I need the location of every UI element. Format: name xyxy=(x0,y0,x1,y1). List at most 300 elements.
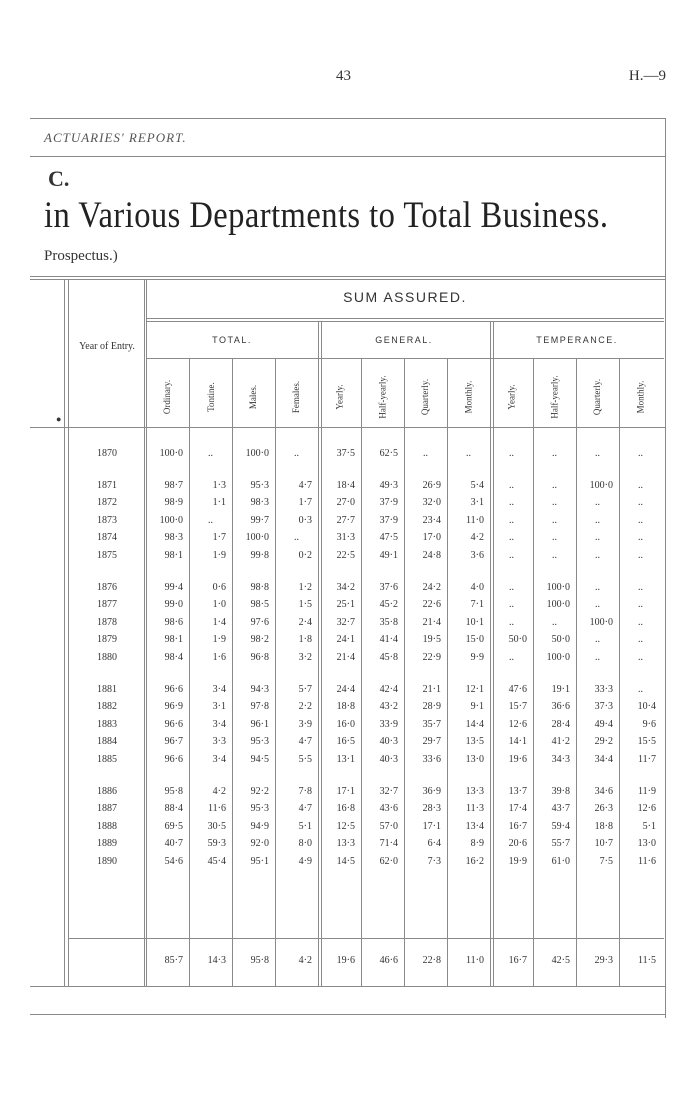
value-cell: .. xyxy=(595,448,600,459)
column-header xyxy=(447,368,490,426)
value-cell: 3·3 xyxy=(212,736,226,748)
value-cell: 98·1 xyxy=(164,634,183,646)
value-cell: 41·4 xyxy=(379,634,398,646)
value-cell: 95·1 xyxy=(250,856,269,867)
value-cell: 17·4 xyxy=(508,803,527,815)
sum-assured-rule-double xyxy=(146,321,664,322)
top-rule xyxy=(30,118,666,119)
value-cell: 15·7 xyxy=(508,701,527,713)
column-header xyxy=(533,368,576,426)
column-header-label: Yearly. xyxy=(334,384,345,410)
column-header-label: Monthly. xyxy=(463,380,474,414)
total-cell: 29·3 xyxy=(594,955,613,966)
value-cell: 19·6 xyxy=(508,754,527,765)
value-cell: 33·6 xyxy=(422,754,441,765)
value-cell: 55·7 xyxy=(551,838,570,850)
value-cell: 3·4 xyxy=(212,683,226,695)
value-cell: 13·0 xyxy=(465,754,484,765)
value-cell: .. xyxy=(638,448,643,459)
value-cell: 96·7 xyxy=(164,736,183,748)
group-header-total: TOTAL. xyxy=(212,335,252,345)
value-cell: 98·5 xyxy=(250,599,269,611)
column-header-label: Quarterly. xyxy=(420,378,431,416)
value-cell: 4·7 xyxy=(298,479,312,491)
value-cell: 49·4 xyxy=(594,718,613,730)
year-cell: 1872 xyxy=(97,497,117,509)
value-cell: 94·9 xyxy=(250,820,269,832)
value-cell: 32·7 xyxy=(336,616,355,628)
total-cell: 95·8 xyxy=(250,955,269,966)
column-header-label: Females. xyxy=(291,380,302,414)
year-cell: 1876 xyxy=(97,581,117,593)
year-cell: 1870 xyxy=(97,448,117,459)
value-cell: 0·6 xyxy=(212,581,226,593)
column-header-label: Tontine. xyxy=(205,382,216,412)
value-cell: 23·4 xyxy=(422,514,441,526)
value-cell: .. xyxy=(509,448,514,459)
value-cell: 43·2 xyxy=(379,701,398,713)
value-cell: 99·8 xyxy=(250,550,269,561)
section-letter: C. xyxy=(48,166,70,191)
value-cell: 24·4 xyxy=(336,683,355,695)
value-cell: 3·4 xyxy=(212,718,226,730)
value-cell: 13·5 xyxy=(465,736,484,748)
value-cell: 98·3 xyxy=(250,497,269,509)
right-border xyxy=(665,118,666,1018)
column-header-label: Ordinary. xyxy=(162,379,173,415)
value-cell: 37·6 xyxy=(379,581,398,593)
value-cell: 1·2 xyxy=(298,581,312,593)
value-cell: 27·7 xyxy=(336,514,355,526)
value-cell: .. xyxy=(552,479,557,491)
total-cell: 16·7 xyxy=(508,955,527,966)
value-cell: 15·0 xyxy=(465,634,484,646)
value-cell: .. xyxy=(638,581,643,593)
value-cell: 5·1 xyxy=(298,820,312,832)
value-cell: .. xyxy=(509,479,514,491)
value-cell: 98·2 xyxy=(250,634,269,646)
value-cell: 57·0 xyxy=(379,820,398,832)
total-cell: 22·8 xyxy=(422,955,441,966)
running-head-rule xyxy=(30,156,666,157)
value-cell: 13·3 xyxy=(336,838,355,850)
value-cell: 37·9 xyxy=(379,514,398,526)
value-cell: 95·3 xyxy=(250,736,269,748)
totals-top-rule xyxy=(68,938,664,939)
value-cell: 1·7 xyxy=(212,532,226,544)
value-cell: 96·1 xyxy=(250,718,269,730)
value-cell: 62·0 xyxy=(379,856,398,867)
year-cell: 1886 xyxy=(97,785,117,797)
value-cell: 98·7 xyxy=(164,479,183,491)
value-cell: 1·4 xyxy=(212,616,226,628)
value-cell: .. xyxy=(294,532,299,544)
value-cell: 34·2 xyxy=(336,581,355,593)
total-cell: 46·6 xyxy=(379,955,398,966)
value-cell: 1·9 xyxy=(212,634,226,646)
value-cell: 92·0 xyxy=(250,838,269,850)
sum-assured-rule xyxy=(146,318,664,319)
value-cell: 2·4 xyxy=(298,616,312,628)
value-cell: 88·4 xyxy=(164,803,183,815)
value-cell: 40·3 xyxy=(379,736,398,748)
value-cell: 39·8 xyxy=(551,785,570,797)
value-cell: .. xyxy=(638,532,643,544)
value-cell: 18·8 xyxy=(336,701,355,713)
value-cell: 14·4 xyxy=(465,718,484,730)
value-cell: 14·5 xyxy=(336,856,355,867)
value-cell: 22·6 xyxy=(422,599,441,611)
column-header xyxy=(318,368,361,426)
value-cell: 34·6 xyxy=(594,785,613,797)
column-header xyxy=(275,368,318,426)
value-cell: 96·8 xyxy=(250,652,269,663)
value-cell: .. xyxy=(595,532,600,544)
value-cell: .. xyxy=(595,514,600,526)
value-cell: 10·1 xyxy=(465,616,484,628)
value-cell: 1·7 xyxy=(298,497,312,509)
value-cell: 1·1 xyxy=(212,497,226,509)
value-cell: 20·6 xyxy=(508,838,527,850)
value-cell: 35·8 xyxy=(379,616,398,628)
value-cell: 13·0 xyxy=(637,838,656,850)
value-cell: 4·2 xyxy=(212,785,226,797)
value-cell: 4·9 xyxy=(298,856,312,867)
value-cell: 99·0 xyxy=(164,599,183,611)
value-cell: 45·4 xyxy=(207,856,226,867)
year-cell: 1882 xyxy=(97,701,117,713)
value-cell: 17·1 xyxy=(336,785,355,797)
value-cell: 50·0 xyxy=(508,634,527,646)
value-cell: 13·4 xyxy=(465,820,484,832)
table-top-rule-double xyxy=(30,279,666,280)
year-cell: 1871 xyxy=(97,479,117,491)
group-rule xyxy=(146,358,664,359)
value-cell: 24·2 xyxy=(422,581,441,593)
value-cell: .. xyxy=(552,497,557,509)
value-cell: 34·3 xyxy=(551,754,570,765)
value-cell: 28·9 xyxy=(422,701,441,713)
value-cell: 3·9 xyxy=(298,718,312,730)
column-header-label: Half-yearly. xyxy=(377,375,388,419)
year-cell: 1873 xyxy=(97,514,117,526)
value-cell: 42·4 xyxy=(379,683,398,695)
column-header-label: Quarterly. xyxy=(592,378,603,416)
value-cell: .. xyxy=(552,550,557,561)
value-cell: 4·7 xyxy=(298,736,312,748)
value-cell: 13·7 xyxy=(508,785,527,797)
value-cell: 4·2 xyxy=(470,532,484,544)
column-header xyxy=(576,368,619,426)
value-cell: .. xyxy=(294,448,299,459)
table-bottom-rule xyxy=(30,986,666,987)
value-cell: 30·5 xyxy=(207,820,226,832)
table-top-rule xyxy=(30,276,666,277)
column-header xyxy=(404,368,447,426)
value-cell: 100·0 xyxy=(589,616,613,628)
value-cell: 5·7 xyxy=(298,683,312,695)
value-cell: .. xyxy=(509,497,514,509)
value-cell: 95·3 xyxy=(250,803,269,815)
value-cell: 5·5 xyxy=(298,754,312,765)
value-cell: 25·1 xyxy=(336,599,355,611)
page-bottom-rule xyxy=(30,1014,666,1015)
value-cell: .. xyxy=(423,448,428,459)
total-cell: 4·2 xyxy=(298,955,312,966)
value-cell: 11·0 xyxy=(466,514,484,526)
value-cell: 16·0 xyxy=(336,718,355,730)
value-cell: 11·9 xyxy=(638,785,656,797)
year-cell: 1877 xyxy=(97,599,117,611)
value-cell: 98·9 xyxy=(164,497,183,509)
value-cell: 10·7 xyxy=(594,838,613,850)
value-cell: .. xyxy=(595,581,600,593)
total-cell: 11·5 xyxy=(638,955,656,966)
value-cell: .. xyxy=(552,616,557,628)
value-cell: 100·0 xyxy=(159,448,183,459)
value-cell: 96·6 xyxy=(164,683,183,695)
value-cell: 18·4 xyxy=(336,479,355,491)
value-cell: 1·5 xyxy=(298,599,312,611)
value-cell: 29·7 xyxy=(422,736,441,748)
value-cell: 98·3 xyxy=(164,532,183,544)
running-head: ACTUARIES' REPORT. xyxy=(44,130,187,145)
value-cell: 41·2 xyxy=(551,736,570,748)
value-cell: 100·0 xyxy=(245,532,269,544)
value-cell: 95·3 xyxy=(250,479,269,491)
value-cell: 40·3 xyxy=(379,754,398,765)
value-cell: 29·2 xyxy=(594,736,613,748)
value-cell: 8·9 xyxy=(470,838,484,850)
value-cell: 11·3 xyxy=(466,803,484,815)
year-of-entry-header: Year of Entry. xyxy=(79,341,135,352)
year-column-rule xyxy=(144,279,145,986)
page-number: 43 xyxy=(336,68,351,84)
value-cell: 17·1 xyxy=(422,820,441,832)
value-cell: 8·0 xyxy=(298,838,312,850)
value-cell: 1·3 xyxy=(212,479,226,491)
value-cell: 47·5 xyxy=(379,532,398,544)
value-cell: .. xyxy=(595,497,600,509)
value-cell: .. xyxy=(638,514,643,526)
value-cell: 100·0 xyxy=(159,514,183,526)
value-cell: 97·8 xyxy=(250,701,269,713)
value-cell: 17·0 xyxy=(422,532,441,544)
value-cell: 7·8 xyxy=(298,785,312,797)
value-cell: 3·6 xyxy=(470,550,484,561)
value-cell: 1·8 xyxy=(298,634,312,646)
value-cell: 3·4 xyxy=(212,754,226,765)
value-cell: 98·8 xyxy=(250,581,269,593)
total-cell: 85·7 xyxy=(164,955,183,966)
value-cell: .. xyxy=(509,514,514,526)
value-cell: 99·4 xyxy=(164,581,183,593)
value-cell: 16·2 xyxy=(465,856,484,867)
column-header xyxy=(232,368,275,426)
value-cell: 50·0 xyxy=(551,634,570,646)
value-cell: 11·6 xyxy=(208,803,226,815)
value-cell: 5·1 xyxy=(642,820,656,832)
value-cell: 16·8 xyxy=(336,803,355,815)
value-cell: 2·2 xyxy=(298,701,312,713)
value-cell: .. xyxy=(509,550,514,561)
value-cell: 9·6 xyxy=(642,718,656,730)
value-cell: 15·5 xyxy=(637,736,656,748)
value-cell: .. xyxy=(595,550,600,561)
value-cell: .. xyxy=(638,683,643,695)
value-cell: 21·1 xyxy=(422,683,441,695)
column-header xyxy=(361,368,404,426)
value-cell: 7·3 xyxy=(427,856,441,867)
year-cell: 1880 xyxy=(97,652,117,663)
value-cell: 1·6 xyxy=(212,652,226,663)
value-cell: 61·0 xyxy=(551,856,570,867)
year-cell: 1884 xyxy=(97,736,117,748)
total-cell: 14·3 xyxy=(207,955,226,966)
year-cell: 1883 xyxy=(97,718,117,730)
value-cell: 100·0 xyxy=(589,479,613,491)
year-cell: 1874 xyxy=(97,532,117,544)
value-cell: .. xyxy=(509,581,514,593)
total-cell: 11·0 xyxy=(466,955,484,966)
value-cell: 1·0 xyxy=(212,599,226,611)
value-cell: 54·6 xyxy=(164,856,183,867)
value-cell: 92·2 xyxy=(250,785,269,797)
value-cell: 10·4 xyxy=(637,701,656,713)
value-cell: .. xyxy=(552,448,557,459)
value-cell: .. xyxy=(638,550,643,561)
column-header-label: Males. xyxy=(248,384,259,410)
value-cell: 22·5 xyxy=(336,550,355,561)
subtitle: Prospectus.) xyxy=(44,248,118,264)
year-cell: 1889 xyxy=(97,838,117,850)
bullet-mark: ● xyxy=(56,414,62,424)
value-cell: 100·0 xyxy=(245,448,269,459)
value-cell: 22·9 xyxy=(422,652,441,663)
value-cell: .. xyxy=(509,652,514,663)
value-cell: .. xyxy=(208,514,213,526)
column-header xyxy=(490,368,533,426)
value-cell: 5·4 xyxy=(470,479,484,491)
value-cell: 45·2 xyxy=(379,599,398,611)
value-cell: 9·9 xyxy=(470,652,484,663)
value-cell: 18·8 xyxy=(594,820,613,832)
value-cell: 26·9 xyxy=(422,479,441,491)
total-cell: 19·6 xyxy=(336,955,355,966)
value-cell: 16·7 xyxy=(508,820,527,832)
value-cell: 3·1 xyxy=(470,497,484,509)
value-cell: 62·5 xyxy=(379,448,398,459)
value-cell: 24·8 xyxy=(422,550,441,561)
value-cell: 59·4 xyxy=(551,820,570,832)
value-cell: .. xyxy=(552,514,557,526)
column-header xyxy=(189,368,232,426)
value-cell: .. xyxy=(595,599,600,611)
value-cell: 27·0 xyxy=(336,497,355,509)
value-cell: 35·7 xyxy=(422,718,441,730)
value-cell: .. xyxy=(638,634,643,646)
value-cell: 33·3 xyxy=(594,683,613,695)
value-cell: 31·3 xyxy=(336,532,355,544)
year-cell: 1879 xyxy=(97,634,117,646)
value-cell: 9·1 xyxy=(470,701,484,713)
value-cell: 69·5 xyxy=(164,820,183,832)
value-cell: 96·9 xyxy=(164,701,183,713)
value-cell: 100·0 xyxy=(546,599,570,611)
value-cell: 95·8 xyxy=(164,785,183,797)
value-cell: 0·3 xyxy=(298,514,312,526)
value-cell: 96·6 xyxy=(164,718,183,730)
year-cell: 1875 xyxy=(97,550,117,561)
year-cell: 1888 xyxy=(97,820,117,832)
value-cell: 14·1 xyxy=(508,736,527,748)
value-cell: 32·0 xyxy=(422,497,441,509)
value-cell: .. xyxy=(509,616,514,628)
column-header-label: Yearly. xyxy=(506,384,517,410)
value-cell: 40·7 xyxy=(164,838,183,850)
value-cell: 43·6 xyxy=(379,803,398,815)
value-cell: .. xyxy=(595,652,600,663)
value-cell: 37·5 xyxy=(336,448,355,459)
value-cell: 28·3 xyxy=(422,803,441,815)
value-cell: 36·6 xyxy=(551,701,570,713)
value-cell: 43·7 xyxy=(551,803,570,815)
value-cell: 4·0 xyxy=(470,581,484,593)
value-cell: .. xyxy=(638,616,643,628)
value-cell: 34·4 xyxy=(594,754,613,765)
value-cell: 94·5 xyxy=(250,754,269,765)
value-cell: 96·6 xyxy=(164,754,183,765)
value-cell: 100·0 xyxy=(546,652,570,663)
value-cell: 21·4 xyxy=(422,616,441,628)
value-cell: 3·2 xyxy=(298,652,312,663)
value-cell: 98·1 xyxy=(164,550,183,561)
value-cell: 19·1 xyxy=(551,683,570,695)
year-cell: 1881 xyxy=(97,683,117,695)
value-cell: 0·2 xyxy=(298,550,312,561)
value-cell: 13·3 xyxy=(465,785,484,797)
group-header-general: GENERAL. xyxy=(375,335,433,345)
value-cell: 16·5 xyxy=(336,736,355,748)
column-header xyxy=(146,368,189,426)
value-cell: 36·9 xyxy=(422,785,441,797)
value-cell: .. xyxy=(509,532,514,544)
value-cell: 3·1 xyxy=(212,701,226,713)
value-cell: .. xyxy=(595,634,600,646)
value-cell: 7·1 xyxy=(470,599,484,611)
column-header-label: Half-yearly. xyxy=(549,375,560,419)
value-cell: 98·6 xyxy=(164,616,183,628)
value-cell: 12·6 xyxy=(637,803,656,815)
year-cell: 1878 xyxy=(97,616,117,628)
value-cell: 37·9 xyxy=(379,497,398,509)
year-cell: 1885 xyxy=(97,754,117,765)
value-cell: 11·6 xyxy=(638,856,656,867)
total-cell: 42·5 xyxy=(551,955,570,966)
group-header-temperance: TEMPERANCE. xyxy=(536,335,618,345)
value-cell: 32·7 xyxy=(379,785,398,797)
value-cell: 49·1 xyxy=(379,550,398,561)
value-cell: .. xyxy=(466,448,471,459)
value-cell: 59·3 xyxy=(207,838,226,850)
value-cell: .. xyxy=(638,599,643,611)
value-cell: 13·1 xyxy=(336,754,355,765)
value-cell: 26·3 xyxy=(594,803,613,815)
value-cell: 47·6 xyxy=(508,683,527,695)
value-cell: 19·5 xyxy=(422,634,441,646)
value-cell: .. xyxy=(208,448,213,459)
value-cell: 12·1 xyxy=(465,683,484,695)
